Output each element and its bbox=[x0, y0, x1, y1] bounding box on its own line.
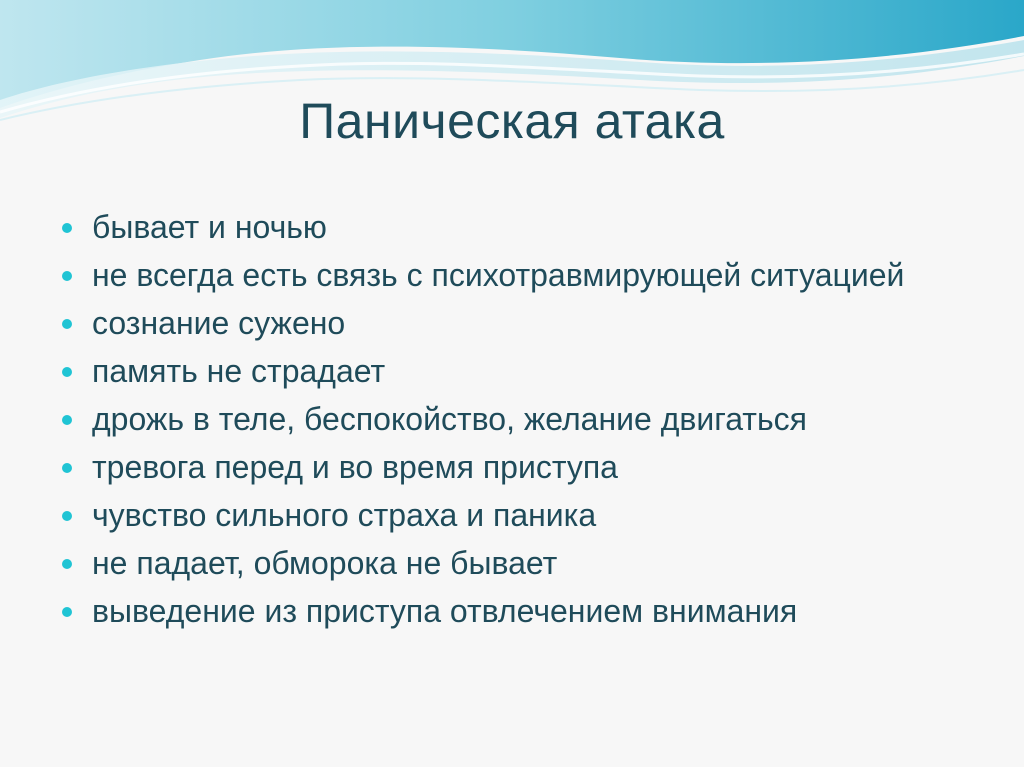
list-item-text: дрожь в теле, беспокойство, желание двигаться bbox=[92, 401, 807, 437]
list-item-text: не падает, обморока не бывает bbox=[92, 545, 558, 581]
list-item bbox=[62, 592, 962, 630]
list-item bbox=[62, 400, 962, 438]
list-item-text: память не страдает bbox=[92, 353, 386, 389]
bullet-dot-icon bbox=[62, 511, 72, 521]
bullet-dot-icon bbox=[62, 271, 72, 281]
bullet-dot-icon bbox=[62, 223, 72, 233]
list-item-text: не всегда есть связь с психотравмирующей ситуацией bbox=[92, 257, 905, 293]
bullet-dot-icon bbox=[62, 367, 72, 377]
list-item bbox=[62, 448, 962, 486]
list-item-text: бывает и ночью bbox=[92, 209, 327, 245]
list-item bbox=[62, 256, 962, 294]
list-item bbox=[62, 208, 962, 246]
list-item-text: чувство сильного страха и паника bbox=[92, 497, 597, 533]
bullet-dot-icon bbox=[62, 463, 72, 473]
bullet-dot-icon bbox=[62, 319, 72, 329]
bullet-list bbox=[62, 208, 962, 640]
bullet-dot-icon bbox=[62, 607, 72, 617]
list-item bbox=[62, 496, 962, 534]
list-item bbox=[62, 352, 962, 390]
slide-title: Паническая атака bbox=[299, 93, 725, 149]
list-item bbox=[62, 544, 962, 582]
bullet-dot-icon bbox=[62, 415, 72, 425]
bullet-dot-icon bbox=[62, 559, 72, 569]
list-item-text: тревога перед и во время приступа bbox=[92, 449, 618, 485]
list-item-text: выведение из приступа отвлечением внимания bbox=[92, 593, 798, 629]
list-item-text: сознание сужено bbox=[92, 305, 346, 341]
list-item bbox=[62, 304, 962, 342]
